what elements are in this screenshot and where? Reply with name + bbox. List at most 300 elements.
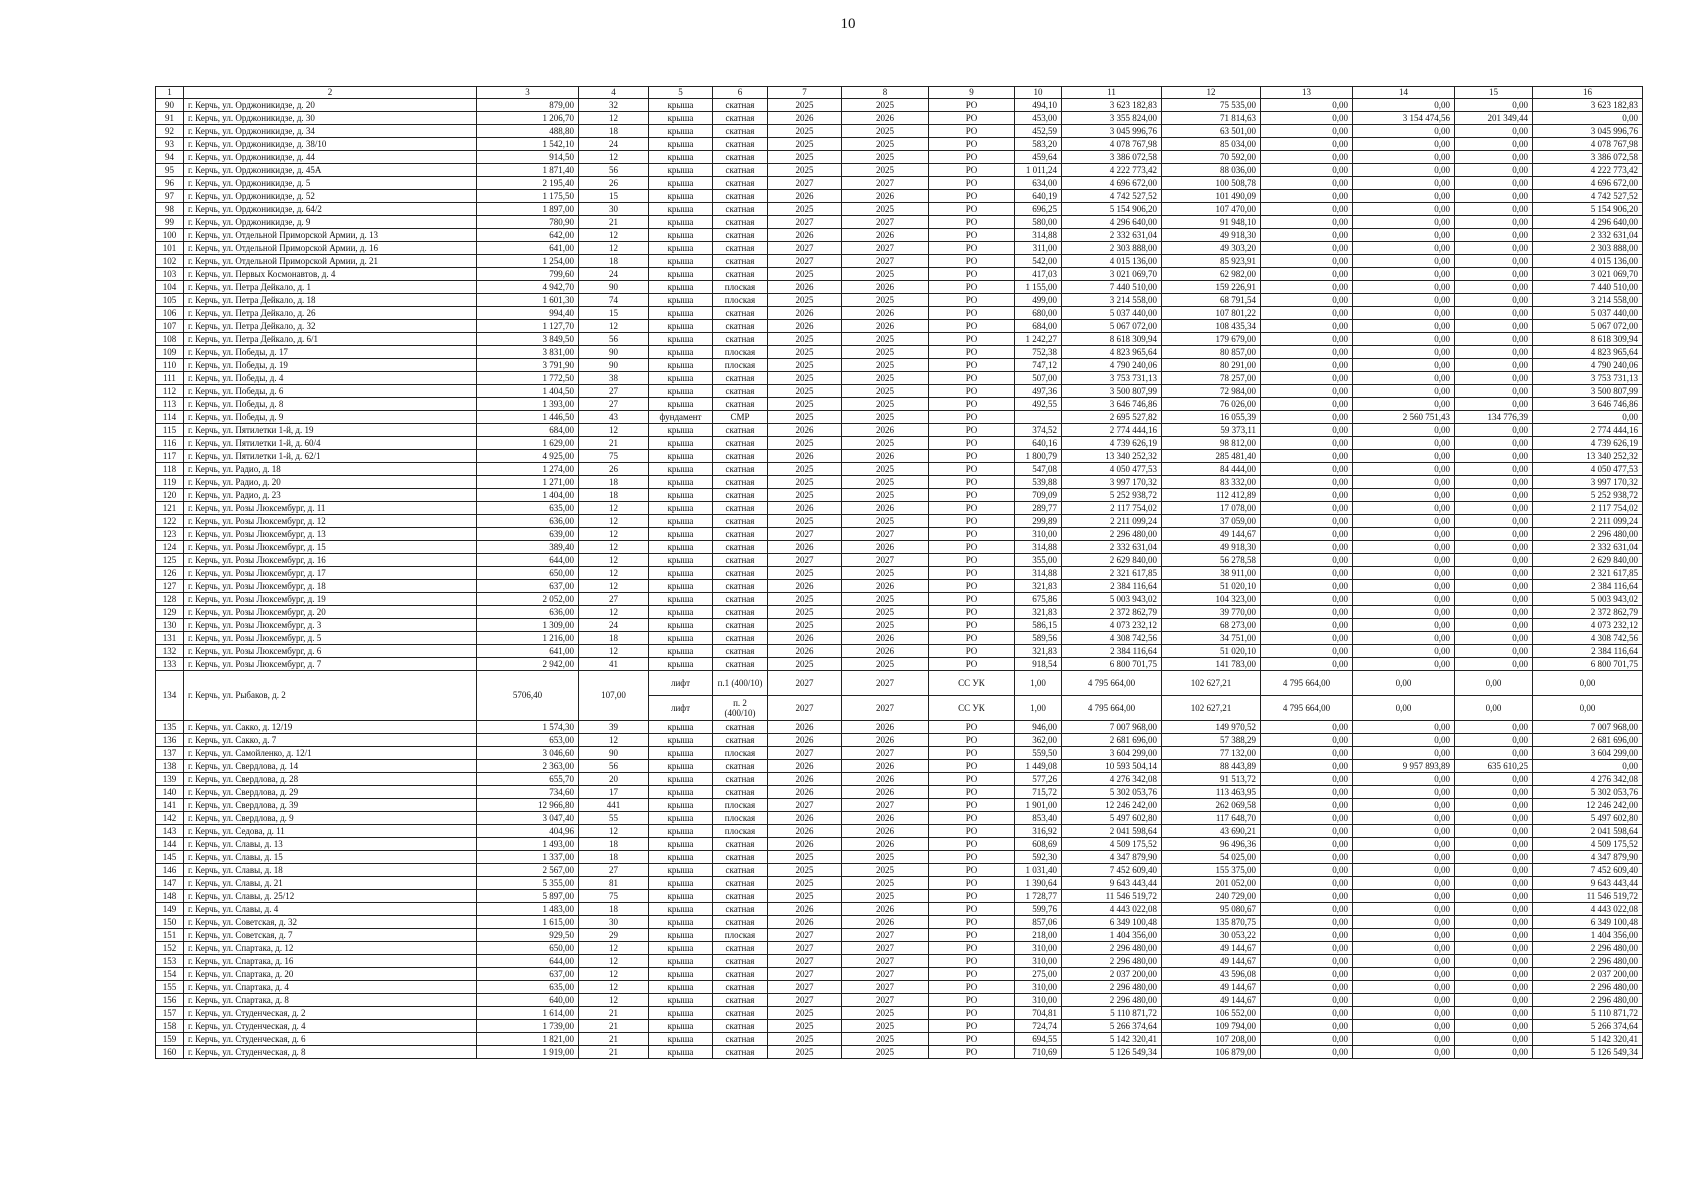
table-row bbox=[156, 216, 1643, 229]
work-element: крыша bbox=[649, 190, 713, 203]
total-cost: 4 222 773,42 bbox=[1062, 164, 1162, 177]
address: г. Керчь, ул. Орджоникидзе, д. 38/10 bbox=[184, 138, 477, 151]
unit-value: 752,38 bbox=[1015, 346, 1062, 359]
col-12: 240 729,00 bbox=[1162, 890, 1261, 903]
area: 2 195,40 bbox=[477, 177, 579, 190]
col-12: 49 918,30 bbox=[1162, 541, 1261, 554]
table-row bbox=[156, 1046, 1643, 1059]
col-14: 0,00 bbox=[1353, 825, 1455, 838]
year-start: 2026 bbox=[768, 320, 842, 333]
year-end: 2025 bbox=[842, 372, 929, 385]
year-end: 2025 bbox=[842, 658, 929, 671]
col-14: 0,00 bbox=[1353, 151, 1455, 164]
col-12: 285 481,40 bbox=[1162, 450, 1261, 463]
col-13: 0,00 bbox=[1261, 994, 1353, 1007]
address: г. Керчь, ул. Петра Дейкало, д. 18 bbox=[184, 294, 477, 307]
address: г. Керчь, ул. Орджоникидзе, д. 9 bbox=[184, 216, 477, 229]
col-13: 0,00 bbox=[1261, 593, 1353, 606]
executor: РО bbox=[929, 942, 1015, 955]
area: 2 363,00 bbox=[477, 760, 579, 773]
residents: 12 bbox=[579, 424, 649, 437]
col-15: 0,00 bbox=[1455, 125, 1533, 138]
col-14: 0,00 bbox=[1353, 450, 1455, 463]
col-16: 0,00 bbox=[1533, 112, 1643, 125]
col-14: 9 957 893,89 bbox=[1353, 760, 1455, 773]
col-12: 80 857,00 bbox=[1162, 346, 1261, 359]
executor: РО bbox=[929, 747, 1015, 760]
col-15: 0,00 bbox=[1455, 1020, 1533, 1033]
col-13: 0,00 bbox=[1261, 359, 1353, 372]
year-end: 2025 bbox=[842, 385, 929, 398]
area: 5 897,00 bbox=[477, 890, 579, 903]
year-start: 2025 bbox=[768, 385, 842, 398]
executor: РО bbox=[929, 385, 1015, 398]
work-element: крыша bbox=[649, 981, 713, 994]
table-row bbox=[156, 773, 1643, 786]
col-14: 0,00 bbox=[1353, 903, 1455, 916]
year-start: 2026 bbox=[768, 502, 842, 515]
executor: РО bbox=[929, 760, 1015, 773]
executor: РО bbox=[929, 424, 1015, 437]
year-end: 2025 bbox=[842, 1020, 929, 1033]
year-end: 2026 bbox=[842, 903, 929, 916]
row-number: 126 bbox=[156, 567, 184, 580]
address: г. Керчь, ул. Розы Люксембург, д. 6 bbox=[184, 645, 477, 658]
row-number: 102 bbox=[156, 255, 184, 268]
address: г. Керчь, ул. Орджоникидзе, д. 52 bbox=[184, 190, 477, 203]
row-number: 90 bbox=[156, 99, 184, 112]
column-number-cell: 14 bbox=[1353, 87, 1455, 99]
work-element: крыша bbox=[649, 838, 713, 851]
executor: РО bbox=[929, 554, 1015, 567]
work-element: крыша bbox=[649, 554, 713, 567]
col-12: 76 026,00 bbox=[1162, 398, 1261, 411]
executor: РО bbox=[929, 255, 1015, 268]
year-start: 2026 bbox=[768, 190, 842, 203]
executor: РО bbox=[929, 177, 1015, 190]
col-12: 83 332,00 bbox=[1162, 476, 1261, 489]
executor: РО bbox=[929, 929, 1015, 942]
col-15: 0,00 bbox=[1455, 799, 1533, 812]
address: г. Керчь, ул. Пятилетки 1-й, д. 19 bbox=[184, 424, 477, 437]
col-14: 0,00 bbox=[1353, 528, 1455, 541]
col-16: 3 753 731,13 bbox=[1533, 372, 1643, 385]
work-type: скатная bbox=[713, 216, 768, 229]
residents: 26 bbox=[579, 177, 649, 190]
unit-value: 314,88 bbox=[1015, 567, 1062, 580]
year-start: 2026 bbox=[768, 760, 842, 773]
year-end: 2026 bbox=[842, 916, 929, 929]
col-12: 17 078,00 bbox=[1162, 502, 1261, 515]
residents: 32 bbox=[579, 99, 649, 112]
area: 1 493,00 bbox=[477, 838, 579, 851]
col-13: 0,00 bbox=[1261, 968, 1353, 981]
table-row bbox=[156, 346, 1643, 359]
col-13: 0,00 bbox=[1261, 125, 1353, 138]
work-type: скатная bbox=[713, 268, 768, 281]
work-type: скатная bbox=[713, 567, 768, 580]
residents: 20 bbox=[579, 773, 649, 786]
col-12: 262 069,58 bbox=[1162, 799, 1261, 812]
total-cost: 4 050 477,53 bbox=[1062, 463, 1162, 476]
col-15: 0,00 bbox=[1455, 864, 1533, 877]
year-start: 2025 bbox=[768, 1033, 842, 1046]
row-number: 144 bbox=[156, 838, 184, 851]
col-16: 3 386 072,58 bbox=[1533, 151, 1643, 164]
work-type: скатная bbox=[713, 721, 768, 734]
year-start: 2026 bbox=[768, 812, 842, 825]
work-type: скатная bbox=[713, 164, 768, 177]
unit-value: 1 031,40 bbox=[1015, 864, 1062, 877]
executor: РО bbox=[929, 515, 1015, 528]
area: 1 446,50 bbox=[477, 411, 579, 424]
col-16: 5 497 602,80 bbox=[1533, 812, 1643, 825]
col-12: 159 226,91 bbox=[1162, 281, 1261, 294]
row-number: 134 bbox=[156, 671, 184, 721]
residents: 90 bbox=[579, 281, 649, 294]
col-16: 0,00 bbox=[1533, 760, 1643, 773]
address: г. Керчь, ул. Петра Дейкало, д. 1 bbox=[184, 281, 477, 294]
year-start: 2026 bbox=[768, 838, 842, 851]
col-14: 0,00 bbox=[1353, 773, 1455, 786]
table-row bbox=[156, 838, 1643, 851]
row-number: 109 bbox=[156, 346, 184, 359]
work-type: скатная bbox=[713, 502, 768, 515]
area: 637,00 bbox=[477, 968, 579, 981]
col-16: 7 452 609,40 bbox=[1533, 864, 1643, 877]
row-number: 91 bbox=[156, 112, 184, 125]
year-start: 2025 bbox=[768, 333, 842, 346]
unit-value: 314,88 bbox=[1015, 229, 1062, 242]
address: г. Керчь, ул. Петра Дейкало, д. 6/1 bbox=[184, 333, 477, 346]
address: г. Керчь, ул. Советская, д. 7 bbox=[184, 929, 477, 942]
table-row bbox=[156, 411, 1643, 424]
table-row bbox=[156, 437, 1643, 450]
col-16: 2 296 480,00 bbox=[1533, 528, 1643, 541]
row-number: 92 bbox=[156, 125, 184, 138]
col-16: 2 211 099,24 bbox=[1533, 515, 1643, 528]
residents: 56 bbox=[579, 333, 649, 346]
row-number: 147 bbox=[156, 877, 184, 890]
table-row bbox=[156, 385, 1643, 398]
residents: 21 bbox=[579, 1046, 649, 1059]
row-number: 122 bbox=[156, 515, 184, 528]
work-type: плоская bbox=[713, 825, 768, 838]
executor: РО bbox=[929, 229, 1015, 242]
unit-value: 310,00 bbox=[1015, 955, 1062, 968]
area: 1 274,00 bbox=[477, 463, 579, 476]
total-cost: 4 296 640,00 bbox=[1062, 216, 1162, 229]
unit-value: 559,50 bbox=[1015, 747, 1062, 760]
area: 641,00 bbox=[477, 242, 579, 255]
col-16: 3 214 558,00 bbox=[1533, 294, 1643, 307]
table-row bbox=[156, 489, 1643, 502]
col-13: 0,00 bbox=[1261, 734, 1353, 747]
col-16: 4 073 232,12 bbox=[1533, 619, 1643, 632]
work-type: скатная bbox=[713, 112, 768, 125]
row-number: 140 bbox=[156, 786, 184, 799]
work-element: крыша bbox=[649, 760, 713, 773]
year-start: 2026 bbox=[768, 632, 842, 645]
col-16: 3 021 069,70 bbox=[1533, 268, 1643, 281]
unit-value: 1 155,00 bbox=[1015, 281, 1062, 294]
row-number: 148 bbox=[156, 890, 184, 903]
work-type: скатная bbox=[713, 645, 768, 658]
year-start: 2025 bbox=[768, 658, 842, 671]
col-16: 2 321 617,85 bbox=[1533, 567, 1643, 580]
residents: 17 bbox=[579, 786, 649, 799]
area: 3 849,50 bbox=[477, 333, 579, 346]
year-start: 2025 bbox=[768, 1046, 842, 1059]
work-type: скатная bbox=[713, 372, 768, 385]
year-start: 2025 bbox=[768, 268, 842, 281]
address: г. Керчь, ул. Розы Люксембург, д. 17 bbox=[184, 567, 477, 580]
address: г. Керчь, ул. Свердлова, д. 28 bbox=[184, 773, 477, 786]
col-12: 49 144,67 bbox=[1162, 994, 1261, 1007]
col-13: 0,00 bbox=[1261, 112, 1353, 125]
col-14: 0,00 bbox=[1353, 567, 1455, 580]
table-row bbox=[156, 619, 1643, 632]
table-row bbox=[156, 825, 1643, 838]
residents: 90 bbox=[579, 359, 649, 372]
area: 3 831,00 bbox=[477, 346, 579, 359]
col-15: 0,00 bbox=[1455, 929, 1533, 942]
year-end: 2025 bbox=[842, 851, 929, 864]
year-start: 2025 bbox=[768, 606, 842, 619]
executor: РО bbox=[929, 268, 1015, 281]
executor: РО bbox=[929, 307, 1015, 320]
year-end: 2027 bbox=[842, 955, 929, 968]
residents: 81 bbox=[579, 877, 649, 890]
work-element: крыша bbox=[649, 658, 713, 671]
executor: РО bbox=[929, 734, 1015, 747]
col-15: 0,00 bbox=[1455, 877, 1533, 890]
col-15: 0,00 bbox=[1455, 151, 1533, 164]
executor: РО bbox=[929, 216, 1015, 229]
row-number: 119 bbox=[156, 476, 184, 489]
col-13: 0,00 bbox=[1261, 606, 1353, 619]
col-13: 0,00 bbox=[1261, 619, 1353, 632]
work-type: скатная bbox=[713, 385, 768, 398]
area: 650,00 bbox=[477, 942, 579, 955]
row-number: 159 bbox=[156, 1033, 184, 1046]
col-14: 0,00 bbox=[1353, 1046, 1455, 1059]
col-15: 0,00 bbox=[1455, 450, 1533, 463]
table-row bbox=[156, 799, 1643, 812]
col-12: 59 373,11 bbox=[1162, 424, 1261, 437]
total-cost: 8 618 309,94 bbox=[1062, 333, 1162, 346]
residents: 18 bbox=[579, 489, 649, 502]
table-row bbox=[156, 721, 1643, 734]
year-end: 2026 bbox=[842, 838, 929, 851]
year-start: 2025 bbox=[768, 398, 842, 411]
year-start: 2025 bbox=[768, 411, 842, 424]
total-cost: 3 214 558,00 bbox=[1062, 294, 1162, 307]
executor: РО bbox=[929, 799, 1015, 812]
year-end: 2025 bbox=[842, 164, 929, 177]
executor: РО bbox=[929, 1020, 1015, 1033]
col-14: 0,00 bbox=[1353, 359, 1455, 372]
total-cost: 4 308 742,56 bbox=[1062, 632, 1162, 645]
col-14: 0,00 bbox=[1353, 229, 1455, 242]
work-type: скатная bbox=[713, 515, 768, 528]
address: г. Керчь, ул. Пятилетки 1-й, д. 62/1 bbox=[184, 450, 477, 463]
col-16: 4 050 477,53 bbox=[1533, 463, 1643, 476]
col-13: 0,00 bbox=[1261, 903, 1353, 916]
executor: РО bbox=[929, 1033, 1015, 1046]
unit-value: 492,55 bbox=[1015, 398, 1062, 411]
year-start: 2025 bbox=[768, 476, 842, 489]
work-type: плоская bbox=[713, 747, 768, 760]
executor: РО bbox=[929, 476, 1015, 489]
total-cost: 3 021 069,70 bbox=[1062, 268, 1162, 281]
residents: 12 bbox=[579, 942, 649, 955]
total-cost: 3 355 824,00 bbox=[1062, 112, 1162, 125]
area: 635,00 bbox=[477, 981, 579, 994]
col-15: 0,00 bbox=[1455, 320, 1533, 333]
year-end: 2026 bbox=[842, 773, 929, 786]
col-15: 0,00 bbox=[1455, 164, 1533, 177]
col-15: 0,00 bbox=[1455, 812, 1533, 825]
col-14: 0,00 bbox=[1353, 1020, 1455, 1033]
address: г. Керчь, ул. Розы Люксембург, д. 12 bbox=[184, 515, 477, 528]
work-type: скатная bbox=[713, 229, 768, 242]
residents: 12 bbox=[579, 981, 649, 994]
col-12: 98 812,00 bbox=[1162, 437, 1261, 450]
work-element: крыша bbox=[649, 955, 713, 968]
year-end: 2027 bbox=[842, 255, 929, 268]
year-start: 2025 bbox=[768, 151, 842, 164]
year-end: 2027 bbox=[842, 942, 929, 955]
executor: РО bbox=[929, 320, 1015, 333]
year-start: 2026 bbox=[768, 916, 842, 929]
total-cost: 2 117 754,02 bbox=[1062, 502, 1162, 515]
address: г. Керчь, ул. Студенческая, д. 6 bbox=[184, 1033, 477, 1046]
row-number: 132 bbox=[156, 645, 184, 658]
address: г. Керчь, ул. Первых Космонавтов, д. 4 bbox=[184, 268, 477, 281]
column-number-cell: 3 bbox=[477, 87, 579, 99]
address: г. Керчь, ул. Студенческая, д. 2 bbox=[184, 1007, 477, 1020]
col-12: 34 751,00 bbox=[1162, 632, 1261, 645]
year-end: 2026 bbox=[842, 281, 929, 294]
address: г. Керчь, ул. Орджоникидзе, д. 64/2 bbox=[184, 203, 477, 216]
year-end: 2027 bbox=[842, 747, 929, 760]
executor: РО bbox=[929, 838, 1015, 851]
address: г. Керчь, ул. Победы, д. 4 bbox=[184, 372, 477, 385]
residents: 18 bbox=[579, 838, 649, 851]
total-cost: 5 067 072,00 bbox=[1062, 320, 1162, 333]
area: 1 271,00 bbox=[477, 476, 579, 489]
year-start: 2025 bbox=[768, 164, 842, 177]
year-start: 2027 bbox=[768, 554, 842, 567]
year-start: 2025 bbox=[768, 346, 842, 359]
year-start: 2025 bbox=[768, 877, 842, 890]
year-end: 2025 bbox=[842, 567, 929, 580]
table-row bbox=[156, 955, 1643, 968]
total-cost: 5 266 374,64 bbox=[1062, 1020, 1162, 1033]
col-13: 0,00 bbox=[1261, 658, 1353, 671]
area: 389,40 bbox=[477, 541, 579, 554]
col-14: 0,00 bbox=[1353, 994, 1455, 1007]
col-15: 0,00 bbox=[1455, 645, 1533, 658]
col-12: 62 982,00 bbox=[1162, 268, 1261, 281]
work-type: скатная bbox=[713, 138, 768, 151]
work-type: скатная bbox=[713, 658, 768, 671]
work-element: крыша bbox=[649, 1007, 713, 1020]
work-type: скатная bbox=[713, 476, 768, 489]
col-14: 0,00 bbox=[1353, 812, 1455, 825]
col-15: 0,00 bbox=[1455, 476, 1533, 489]
total-cost: 5 154 906,20 bbox=[1062, 203, 1162, 216]
year-end: 2027 bbox=[842, 968, 929, 981]
unit-value: 497,36 bbox=[1015, 385, 1062, 398]
col-16: 2 303 888,00 bbox=[1533, 242, 1643, 255]
col-15: 0,00 bbox=[1455, 955, 1533, 968]
executor: РО bbox=[929, 164, 1015, 177]
col-16: 2 117 754,02 bbox=[1533, 502, 1643, 515]
address: г. Керчь, ул. Пятилетки 1-й, д. 60/4 bbox=[184, 437, 477, 450]
col-12: 100 508,78 bbox=[1162, 177, 1261, 190]
total-cost: 9 643 443,44 bbox=[1062, 877, 1162, 890]
col-15: 0,00 bbox=[1455, 359, 1533, 372]
row-number: 149 bbox=[156, 903, 184, 916]
col-15: 0,00 bbox=[1455, 333, 1533, 346]
col-16: 5 037 440,00 bbox=[1533, 307, 1643, 320]
col-15: 0,00 bbox=[1455, 890, 1533, 903]
work-type: скатная bbox=[713, 593, 768, 606]
col-15: 0,00 bbox=[1455, 437, 1533, 450]
row-number: 128 bbox=[156, 593, 184, 606]
row-number: 121 bbox=[156, 502, 184, 515]
col-16: 4 308 742,56 bbox=[1533, 632, 1643, 645]
residents: 24 bbox=[579, 268, 649, 281]
total-cost: 2 303 888,00 bbox=[1062, 242, 1162, 255]
row-number: 108 bbox=[156, 333, 184, 346]
work-type: скатная bbox=[713, 981, 768, 994]
year-start: 2026 bbox=[768, 734, 842, 747]
table-row bbox=[156, 760, 1643, 773]
area: 1 254,00 bbox=[477, 255, 579, 268]
unit-value: 321,83 bbox=[1015, 606, 1062, 619]
col-12: 109 794,00 bbox=[1162, 1020, 1261, 1033]
col-13: 0,00 bbox=[1261, 281, 1353, 294]
year-start: 2027 bbox=[768, 216, 842, 229]
work-element: крыша bbox=[649, 164, 713, 177]
residents: 12 bbox=[579, 554, 649, 567]
area: 1 404,00 bbox=[477, 489, 579, 502]
row-number: 142 bbox=[156, 812, 184, 825]
address: г. Керчь, ул. Орджоникидзе, д. 5 bbox=[184, 177, 477, 190]
area: 1 127,70 bbox=[477, 320, 579, 333]
work-element: крыша bbox=[649, 916, 713, 929]
row-number: 99 bbox=[156, 216, 184, 229]
col-12: 80 291,00 bbox=[1162, 359, 1261, 372]
table-row bbox=[156, 333, 1643, 346]
col-13: 0,00 bbox=[1261, 580, 1353, 593]
residents: 56 bbox=[579, 164, 649, 177]
table-row bbox=[156, 268, 1643, 281]
unit-value: 542,00 bbox=[1015, 255, 1062, 268]
executor: РО bbox=[929, 346, 1015, 359]
col-12: 88 036,00 bbox=[1162, 164, 1261, 177]
year-end: 2025 bbox=[842, 463, 929, 476]
total-cost: 2 629 840,00 bbox=[1062, 554, 1162, 567]
address: г. Керчь, ул. Славы, д. 25/12 bbox=[184, 890, 477, 903]
work-element: лифт bbox=[649, 671, 713, 696]
col-13: 0,00 bbox=[1261, 138, 1353, 151]
col-12: 135 870,75 bbox=[1162, 916, 1261, 929]
year-start: 2027 bbox=[768, 747, 842, 760]
